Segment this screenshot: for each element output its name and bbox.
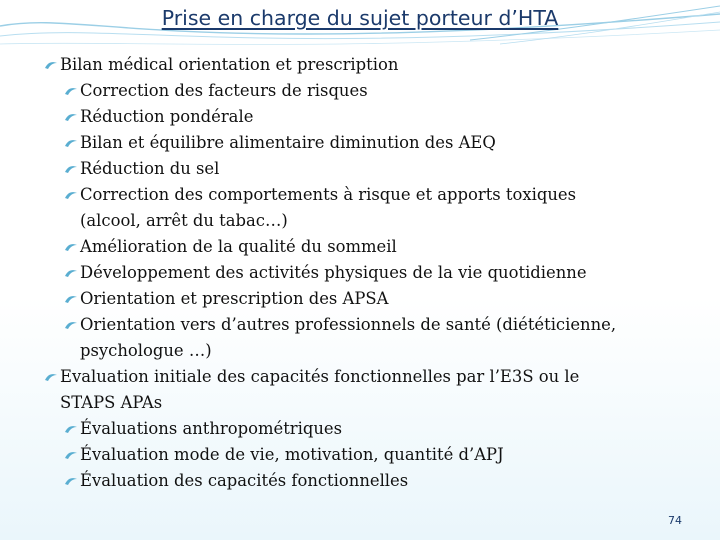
list-item-text: Évaluations anthropométriques <box>80 419 343 438</box>
swoosh-bullet-icon <box>64 268 78 278</box>
swoosh-bullet-icon <box>44 372 58 382</box>
list-item <box>44 442 704 468</box>
list-item-text: Correction des facteurs de risques <box>80 81 368 100</box>
list-item <box>44 156 704 182</box>
list-item-text: Evaluation initiale des capacités fonctionnelles par l’E3S ou le <box>60 367 580 386</box>
swoosh-bullet-icon <box>64 242 78 252</box>
list-item <box>44 52 704 78</box>
page-title: Prise en charge du sujet porteur d’HTA <box>161 6 559 30</box>
swoosh-bullet-icon <box>64 476 78 486</box>
swoosh-bullet-icon <box>64 190 78 200</box>
page-number: 74 <box>668 514 682 527</box>
list-item <box>44 234 704 260</box>
swoosh-bullet-icon <box>64 112 78 122</box>
list-item-text: Évaluation mode de vie, motivation, quantité d’APJ <box>80 445 504 464</box>
list-item <box>44 104 704 130</box>
list-item <box>44 78 704 104</box>
list-item-text: Amélioration de la qualité du sommeil <box>80 237 397 256</box>
swoosh-bullet-icon <box>64 450 78 460</box>
list-item <box>44 260 704 286</box>
swoosh-bullet-icon <box>44 60 58 70</box>
swoosh-bullet-icon <box>64 320 78 330</box>
list-item <box>44 416 704 442</box>
list-item-text: Orientation vers d’autres professionnels de santé (diététicienne, <box>80 315 617 334</box>
list-item-text: Réduction du sel <box>80 159 220 178</box>
list-item <box>44 312 704 364</box>
list-item-text: Développement des activités physiques de la vie quotidienne <box>80 263 587 282</box>
list-item-text: Réduction pondérale <box>80 107 254 126</box>
list-item-text: Évaluation des capacités fonctionnelles <box>80 471 409 490</box>
bullet-list <box>44 52 704 494</box>
list-item <box>44 468 704 494</box>
list-item-text: Correction des comportements à risque et apports toxiques <box>80 185 577 204</box>
list-item <box>44 130 704 156</box>
list-item-text: Bilan et équilibre alimentaire diminution des AEQ <box>80 133 496 152</box>
list-item-text: Bilan médical orientation et prescription <box>60 55 399 74</box>
list-item-text: Orientation et prescription des APSA <box>80 289 389 308</box>
list-item <box>44 182 704 234</box>
list-item <box>44 286 704 312</box>
swoosh-bullet-icon <box>64 424 78 434</box>
swoosh-bullet-icon <box>64 294 78 304</box>
list-item-continuation: psychologue …) <box>80 341 212 360</box>
list-item-continuation: (alcool, arrêt du tabac…) <box>80 211 288 230</box>
swoosh-bullet-icon <box>64 86 78 96</box>
list-item-continuation: STAPS APAs <box>60 393 163 412</box>
swoosh-bullet-icon <box>64 138 78 148</box>
swoosh-bullet-icon <box>64 164 78 174</box>
list-item <box>44 364 704 416</box>
